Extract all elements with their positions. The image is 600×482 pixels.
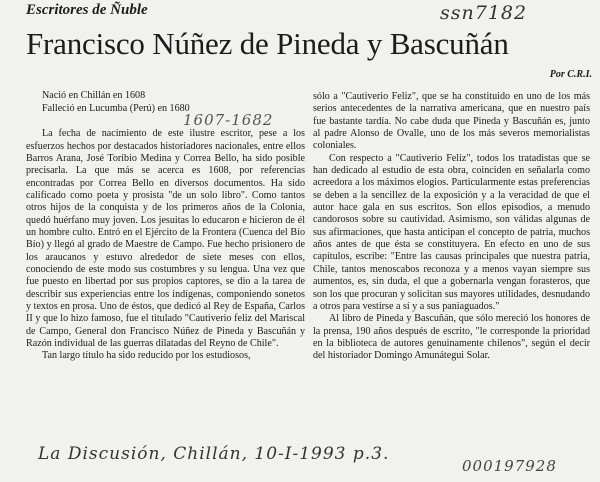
birth-line: Nació en Chillán en 1608 — [42, 90, 146, 101]
article-column-right — [313, 91, 590, 363]
handwritten-source-citation: La Discusión, Chillán, 10-I-1993 p.3. — [38, 444, 390, 464]
handwritten-dates: 1607-1682 — [183, 111, 274, 129]
section-heading: Escritores de Ñuble — [26, 2, 148, 18]
paragraph: sólo a "Cautiverio Feliz", que se ha constituido en uno de los más serios antecedentes de la narrativa americana, que en nuestro país fue bastante tardía. No cabe duda que Pineda y Bascuñán es, junto al padre Alonso de Ovalle, uno de los más severos memorialistas coloniales. — [313, 91, 590, 152]
archive-stamp-number: 000197928 — [462, 457, 557, 475]
article-column-left — [26, 90, 305, 363]
paragraph: Al libro de Pineda y Bascuñán, que sólo mereció los honores de la prensa, 190 años después de escrito, "le corresponde la prioridad en la biblioteca de autores genuinamente chilenos", según el decir del historiador Domingo Amunátegui Solar. — [313, 313, 590, 362]
paragraph: Tan largo título ha sido reducido por los estudiosos, — [42, 350, 251, 362]
paragraph: Con respecto a "Cautiverio Feliz", todos los tratadistas que se han dedicado al estudio de esta obra, coinciden en señalarla como acreedora a los máximos elogios. Particularmente estas preferencias se deben a la sencillez de la exposición y a la veracidad de que el autor hace gala en sus escritos. Son ellos episodios, a menudo candorosos sobre su cautividad. Asimismo, son válidas algunas de sus afirmaciones, que hasta anticipan el concepto de patria, muchos años antes de que ésta se constituyera. En efecto en uno de sus capítulos, escribe: "Entre las causas principales que nuestra patria, Chile, tantos menoscabos reconoza y a menos vayan siempre sus aumentos, es, sin duda, el que a gobernarla vengan forasteros, que son los que procuran y solicitan sus mayores utilidades, desnudando a otros para vestirse a sí y a sus paniaguados." — [313, 152, 590, 312]
article-title: Francisco Núñez de Pineda y Bascuñán — [26, 26, 509, 61]
death-line: Falleció en Lucumba (Perú) en 1680 — [42, 102, 190, 114]
byline: Por C.R.I. — [549, 69, 592, 80]
paragraph: La fecha de nacimiento de este ilustre escritor, pese a los esfuerzos hechos por destacados historiadores nacionales, entre ellos Barros Arana, José Toribio Medina y Correa Bello, ha sido posible precisarla. La que más se acerca es 1608, por referencias encontradas por Correa Bello en diversos documentos. Ha sido calificado como poeta y prosista "de un solo libro". Como tantos otros hijos de la conquista y de los primeros años de la Colonia, quedó huérfano muy joven. Los jesuitas lo educaron e hicieron de él un hombre culto. Entró en el Ejército de la Frontera (Cuenca del Bío Bío) y llegó al grado de Maestre de Campo. Fue hecho prisionero de los araucanos y estuvo alrededor de siete meses con ellos, conociendo de este modo sus costumbres y su lengua. Una vez que fue puesto en libertad por sus propios captores, se dio a la tarea de describir sus experiencias entre los indígenas, componiendo sonetos y textos en prosa. Uno de éstos, que dedicó al Rey de España, Carlos II y que lo hizo famoso, fue el titulado "Cautiverio feliz del Mariscal de Campo, General don Francisco Núñez de Pineda y Bascuñán y Razón individual de las guerras dilatadas del Reyno de Chile". — [26, 128, 305, 350]
handwritten-catalog-number: ssn7182 — [440, 2, 528, 24]
